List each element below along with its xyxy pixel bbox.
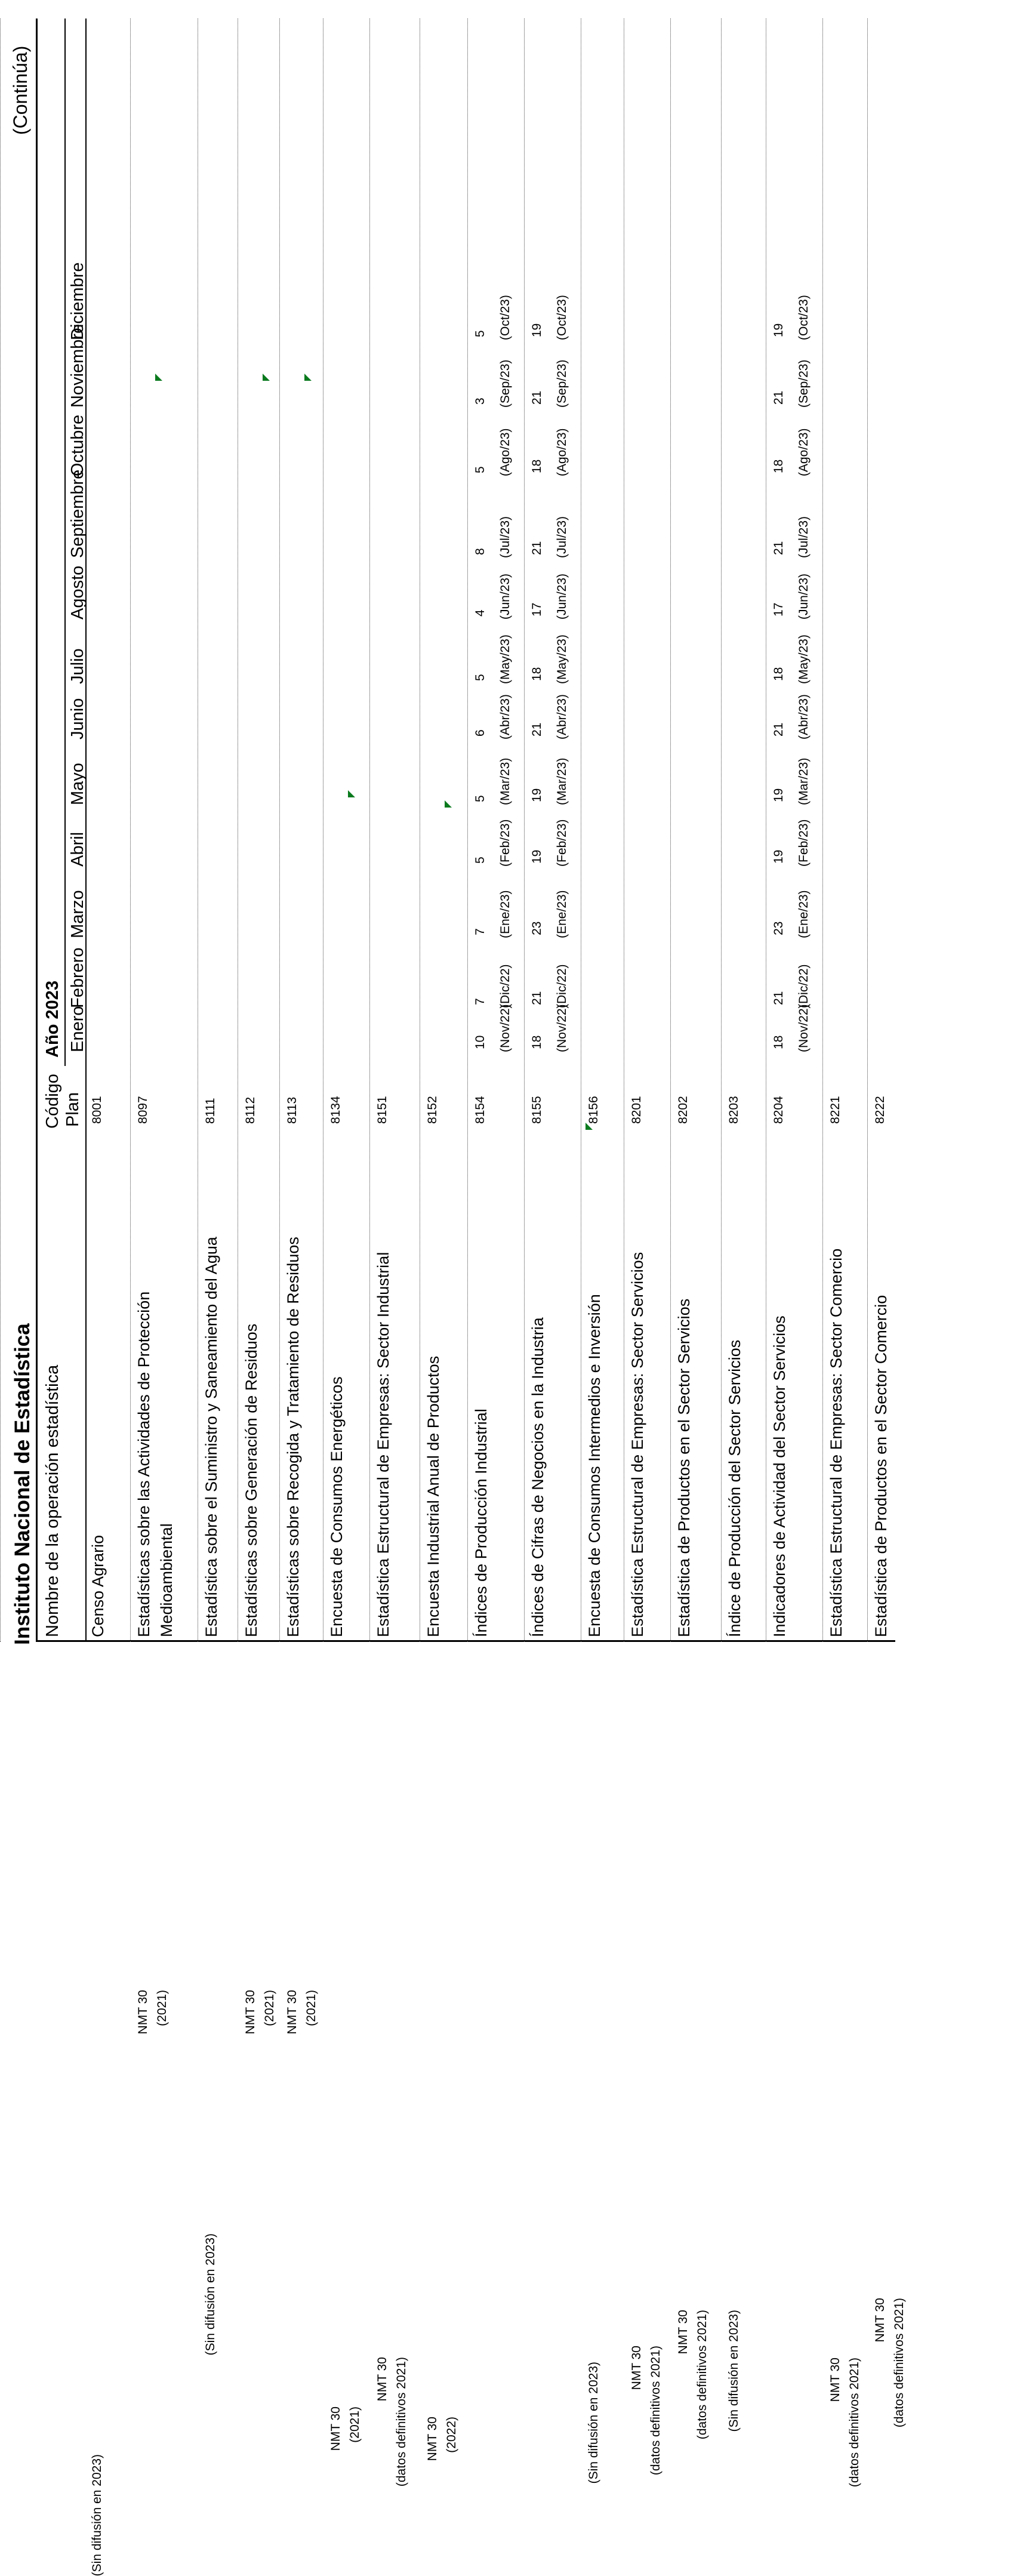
note-detail: (2021) [155,1990,169,2026]
reference-period: (Feb/23) [498,819,512,867]
operation-name: Estadística sobre el Suministro y Saneamiento del Agua [202,1237,220,1637]
year-underline [64,19,66,1066]
comment-flag-icon [586,1123,593,1130]
operation-name: Encuesta Industrial Anual de Productos [424,1355,442,1637]
year-header: Año 2023 [43,981,62,1058]
release-day: 21 [772,991,785,1005]
reference-period: (Jul/23) [555,516,569,558]
operation-name: Estadística de Productos en el Sector Comercio [872,1295,890,1637]
plan-code: 8113 [285,1096,299,1124]
reference-period: (Dic/22) [797,964,811,1008]
reference-period: (May/23) [555,634,569,684]
release-day: 18 [530,1035,544,1049]
reference-period: (Nov/22) [498,1004,512,1052]
release-day: 19 [530,849,544,864]
reference-period: (Feb/23) [797,819,811,867]
reference-period: (Jun/23) [555,573,569,620]
note-text: NMT 30 [375,2357,389,2402]
plan-code: 8204 [772,1096,785,1124]
reference-period: (Abr/23) [797,694,811,739]
row-separator [524,19,525,1642]
operation-name: Estadística de Productos en el Sector Servicios [675,1298,693,1637]
reference-period: (Abr/23) [555,694,569,739]
month-header-septiembre: Septiembre [68,469,87,558]
operation-name: Indicadores de Actividad del Sector Servicios [771,1315,788,1637]
month-header-noviembre: Noviembre [68,323,87,408]
comment-flag-icon [348,790,355,797]
reference-period: (Oct/23) [555,295,569,340]
release-day: 5 [473,466,487,473]
release-day: 7 [473,998,487,1005]
plan-code: 8221 [828,1096,842,1124]
reference-period: (May/23) [797,634,811,684]
release-day: 18 [530,667,544,681]
note-text: NMT 30 [630,2346,643,2390]
release-day: 10 [473,1035,487,1049]
reference-period: (Ago/23) [498,428,512,476]
plan-code: 8152 [426,1096,439,1124]
reference-period: (Ago/23) [797,428,811,476]
note-detail: (2021) [263,1990,276,2026]
note-text: NMT 30 [244,1990,257,2035]
release-day: 7 [473,928,487,935]
operation-name: Estadísticas sobre Recogida y Tratamiento de Residuos [284,1237,302,1637]
note-text: (Sin difusión en 2023) [587,2362,600,2484]
note-detail: (2021) [304,1990,318,2026]
row-separator [467,19,468,1642]
release-day: 19 [530,788,544,802]
row-separator [670,19,671,1642]
operation-name: Estadística Estructural de Empresas: Sector Industrial [374,1252,392,1637]
operation-name: Estadística Estructural de Empresas: Sector Comercio [827,1248,845,1637]
release-day: 18 [772,459,785,473]
comment-flag-icon [445,800,452,808]
note-text: (Sin difusión en 2023) [90,2454,104,2576]
operation-name-continued: Medioambiental [158,1523,175,1637]
note-detail: (2022) [445,2417,458,2453]
reference-period: (Mar/23) [555,757,569,805]
month-header-abril: Abril [68,831,87,867]
note-text: NMT 30 [676,2310,690,2355]
release-day: 21 [772,722,785,737]
release-day: 4 [473,609,487,617]
reference-period: (Jul/23) [797,516,811,558]
release-day: 21 [530,390,544,405]
plan-code: 8112 [244,1096,257,1124]
operation-name: Índices de Producción Industrial [472,1409,490,1637]
note-text: NMT 30 [426,2417,439,2461]
month-header-junio: Junio [68,698,87,739]
note-text: NMT 30 [136,1990,150,2035]
reference-period: (Ene/23) [498,890,512,938]
plan-code: 8154 [473,1096,487,1124]
plan-code: 8203 [727,1096,741,1124]
release-day: 23 [772,921,785,935]
reference-period: (Nov/22) [555,1004,569,1052]
note-detail: (2021) [348,2406,362,2443]
row-separator [721,19,722,1642]
row-separator [130,19,131,1642]
row-separator [822,19,823,1642]
note-detail: (datos definitivos 2021) [395,2357,408,2487]
release-day: 18 [530,459,544,473]
month-header-octubre: Octubre [68,414,87,476]
note-text: NMT 30 [828,2358,842,2402]
col-plan-header: Plan [63,1092,82,1127]
release-day: 19 [772,849,785,864]
col-name-header: Nombre de la operación estadística [43,1364,62,1637]
plan-code: 8001 [90,1096,104,1124]
reference-period: (Mar/23) [498,757,512,805]
note-detail: (datos definitivos 2021) [649,2346,662,2476]
left-border-line [36,1640,895,1642]
title-rule [36,19,38,1642]
month-header-marzo: Marzo [68,890,87,938]
plan-code: 8134 [329,1096,343,1124]
release-day: 19 [772,788,785,802]
release-day: 8 [473,548,487,555]
release-day: 19 [530,323,544,337]
release-day: 5 [473,330,487,337]
release-day: 17 [530,602,544,617]
continued-label: (Continúa) [10,45,31,135]
reference-period: (May/23) [498,634,512,684]
reference-period: (Oct/23) [797,295,811,340]
month-header-enero: Enero [68,1006,87,1052]
row-separator [867,19,868,1642]
row-separator [0,19,1,1642]
release-day: 5 [473,795,487,802]
operation-name: Estadísticas sobre las Actividades de Protección [135,1291,153,1637]
operation-name: Encuesta de Consumos Energéticos [328,1376,346,1637]
reference-period: (Ene/23) [555,890,569,938]
release-day: 21 [530,991,544,1005]
plan-code: 8156 [587,1096,600,1124]
release-day: 21 [772,541,785,555]
operation-name: Censo Agrario [89,1534,107,1637]
month-header-mayo: Mayo [68,763,87,805]
header-bottom-rule [85,19,87,1642]
operation-name: Índice de Producción del Sector Servicios [726,1339,744,1637]
note-text: (Sin difusión en 2023) [727,2310,741,2432]
release-day: 6 [473,729,487,737]
reference-period: (Sep/23) [498,359,512,408]
operation-name: Estadística Estructural de Empresas: Sector Servicios [628,1252,646,1637]
note-text: NMT 30 [873,2298,887,2343]
note-detail: (datos definitivos 2021) [848,2358,861,2488]
reference-period: (Dic/22) [498,964,512,1008]
plan-code: 8222 [873,1096,887,1124]
reference-period: (Jun/23) [498,573,512,620]
reference-period: (Jul/23) [498,516,512,558]
release-day: 18 [772,667,785,681]
operation-name: Índices de Cifras de Negocios en la Industria [529,1317,547,1637]
release-day: 23 [530,921,544,935]
month-header-febrero: Febrero [68,947,87,1008]
note-detail: (datos definitivos 2021) [695,2310,709,2440]
reference-period: (Ago/23) [555,428,569,476]
release-day: 5 [473,856,487,864]
plan-code: 8097 [136,1096,150,1124]
release-day: 3 [473,398,487,405]
comment-flag-icon [155,374,162,381]
plan-code: 8202 [676,1096,690,1124]
release-day: 21 [530,541,544,555]
reference-period: (Mar/23) [797,757,811,805]
reference-period: (Ene/23) [797,890,811,938]
reference-period: (Jun/23) [797,573,811,620]
release-day: 17 [772,602,785,617]
plan-code: 8111 [204,1098,217,1124]
plan-code: 8155 [530,1096,544,1124]
row-separator [279,19,280,1642]
plan-code: 8201 [630,1096,643,1124]
institute-title: Instituto Nacional de Estadística [11,1323,34,1645]
release-day: 21 [772,390,785,405]
operation-name: Estadísticas sobre Generación de Residuos [242,1323,260,1637]
col-code-header: Código [43,1074,62,1129]
release-day: 19 [772,323,785,337]
reference-period: (Abr/23) [498,694,512,739]
reference-period: (Sep/23) [797,359,811,408]
month-header-diciembre: Diciembre [68,262,87,340]
month-header-julio: Julio [68,648,87,684]
release-day: 5 [473,674,487,681]
plan-code: 8151 [375,1096,389,1124]
note-detail: (datos definitivos 2021) [892,2298,906,2428]
operation-name: Encuesta de Consumos Intermedios e Inversión [586,1294,603,1637]
reference-period: (Dic/22) [555,964,569,1008]
row-separator [369,19,370,1642]
note-text: NMT 30 [329,2406,343,2451]
month-header-agosto: Agosto [68,565,87,620]
reference-period: (Feb/23) [555,819,569,867]
reference-period: (Oct/23) [498,295,512,340]
reference-period: (Sep/23) [555,359,569,408]
reference-period: (Nov/22) [797,1004,811,1052]
note-text: (Sin difusión en 2023) [204,2233,217,2356]
release-day: 18 [772,1035,785,1049]
release-day: 21 [530,722,544,737]
comment-flag-icon [263,374,270,381]
comment-flag-icon [304,374,312,381]
note-text: NMT 30 [285,1990,299,2035]
